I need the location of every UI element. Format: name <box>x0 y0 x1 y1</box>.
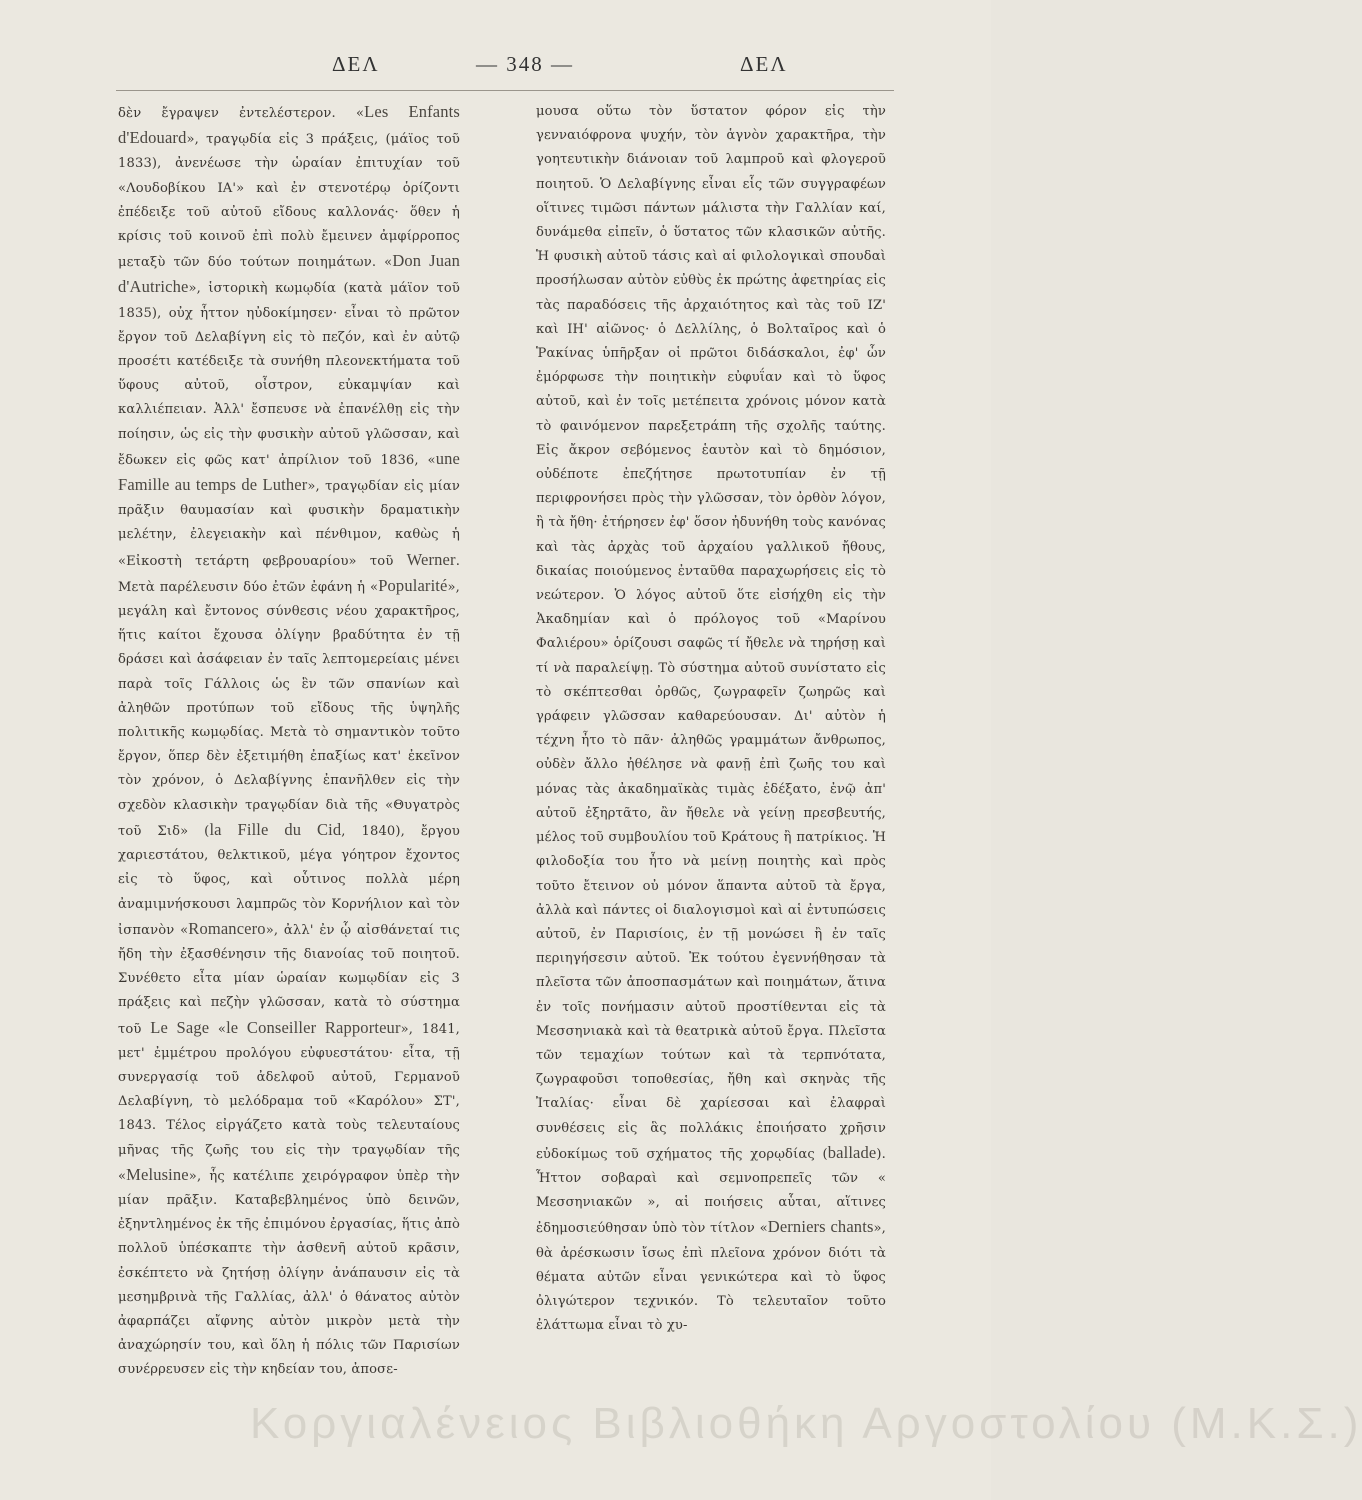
page-number: — 348 — <box>476 52 574 76</box>
latin-name: Le Sage <box>150 1017 210 1037</box>
header-left-title: ΔΕΛ <box>332 52 380 76</box>
latin-title: le Conseiller Rapporteur <box>226 1017 401 1037</box>
left-column <box>118 100 460 1383</box>
text-run: », ἀλλ' ἐν ᾧ αἰσθάνεταί τις ἤδη τὴν ἐξασθένησιν τῆς διανοίας τοῦ ποιητοῦ. Συνέθετο εἶτα μίαν ὡραίαν κωμῳδίαν εἰς 3 πράξεις καὶ πεζὴν γλῶσσαν, κατὰ τὸ σύστημα τοῦ <box>118 922 460 1037</box>
latin-title: Melusine <box>126 1164 189 1184</box>
header-rule <box>116 90 894 91</box>
latin-term: ballade <box>827 1142 877 1162</box>
latin-title: la Fille du Cid <box>209 819 342 839</box>
text-run: », τραγῳδίαν εἰς μίαν πρᾶξιν θαυμασίαν καὶ φυσικὴν δραματικὴν μελέτην, ἐλεγειακὴν καὶ πένθιμον, καθὼς ἡ «Εἰκοστὴ τετάρτη φεβρουαρίου» τοῦ <box>118 479 460 569</box>
text-run: ). Ἧττον σοβαραὶ καὶ σεμνοπρεπεῖς τῶν « Μεσσηνιακῶν », αἱ ποιήσεις αὗται, αἵτινες ἐδημοσιεύθησαν ὑπὸ τὸν τίτλον « <box>536 1146 886 1237</box>
text-run: », τραγῳδία εἰς 3 πράξεις, (μάϊος τοῦ 1833), ἀνενέωσε τὴν ὡραίαν ἐπιτυχίαν τοῦ «Λουδοβίκου ΙΑ'» καὶ ἐν στενοτέρῳ ὁρίζοντι ἐπέδειξε τοῦ αὐτοῦ εἴδους καλλονάς· ὅθεν ἡ κρίσις τοῦ κοινοῦ ἐπὶ πολὺ ἔμεινεν ἀμφίρροπος μεταξὺ τῶν δύο τούτων ποιημάτων. « <box>118 132 460 271</box>
right-column-text <box>536 100 886 1338</box>
text-run: », ἱστορικὴ κωμῳδία (κατὰ μάϊον τοῦ 1835), οὐχ ἧττον ηὐδοκίμησεν· εἶναι τὸ πρῶτον ἔργον τοῦ Δελαβίγνη εἰς τὸ πεζόν, καὶ ἐν αὐτῷ προσέτι κατέδειξε τὰ συνήθη πλεονεκτήματα τοῦ ὕφους αὐτοῦ, οἶστρον, εὐκαμψίαν καὶ καλλιέπειαν. Ἀλλ' ἔσπευσε νὰ ἐπανέλθῃ εἰς τὴν ποίησιν, ὡς εἰς τὴν φυσικὴν αὐτοῦ γλῶσσαν, καὶ ἔδωκεν εἰς φῶς κατ' ἀπρίλιον τοῦ 1836, « <box>118 281 460 468</box>
header-right-title: ΔΕΛ <box>740 52 788 76</box>
latin-title: Derniers chants <box>767 1217 874 1237</box>
latin-title: Romancero <box>188 918 266 938</box>
latin-title: Les Enfants d'Edouard <box>118 102 460 148</box>
running-header <box>104 52 894 88</box>
text-run: . Μετὰ παρέλευσιν δύο ἐτῶν ἐφάνη ἡ « <box>118 553 460 595</box>
latin-title: Don Juan d'Autriche <box>118 251 460 297</box>
text-run: », ἧς κατέλιπε χειρόγραφον ὑπὲρ τὴν μίαν πρᾶξιν. Καταβεβλημένος ὑπὸ δεινῶν, ἐξηντλημένος ἐκ τῆς ἐπιμόνου ἐργασίας, ἥτις ἀπὸ πολλοῦ ὑπέσκαπτε τὴν ἀσθενῆ αὐτοῦ κρᾶσιν, ἐσκέπτετο νὰ ζητήσῃ ὀλίγην ἀνάπαυσιν εἰς τὰ μεσημβρινὰ τῆς Γαλλίας, ἀλλ' ὁ θάνατος αὐτὸν ἀφαρπάζει αἴφνης αὐτὸν μικρὸν μετὰ τὴν ἀναχώρησίν του, καὶ ὅλη ἡ πόλις τῶν Παρισίων συνέρρευσεν εἰς τὴν κηδείαν του, ἀποσε- <box>118 1168 460 1378</box>
text-run: δὲν ἔγραψεν ἐντελέστερον. « <box>118 106 365 121</box>
text-run: , 1840), ἔργου χαριεστάτου, θελκτικοῦ, μέγα γόητρον ἔχοντος εἰς τὸ ὕφος, καὶ οὗτινος πολλὰ μέρη ἀναμιμνήσκουσι λαμπρῶς τὸν Κορνήλιον καὶ τὸν ἰσπανὸν « <box>118 823 461 938</box>
latin-title: une Famille au temps de Luther <box>118 448 460 495</box>
library-watermark: Κοργιαλένειος Βιβλιοθήκη Αργοστολίου (Μ.Κ.Σ.) <box>250 1399 1362 1448</box>
text-run: « <box>209 1021 227 1037</box>
text-run: », μεγάλη καὶ ἔντονος σύνθεσις νέου χαρακτῆρος, ἥτις καίτοι ἔχουσα ὀλίγην βραδύτητα ἐν τῇ δράσει καὶ ἀσάφειαν ἐν ταῖς λεπτομερείαις μένει παρὰ τοῖς Γάλλοις ὡς ἓν τῶν σπανίων καὶ ἀληθῶν προτύπων τοῦ εἴδους τῆς ὑψηλῆς πολιτικῆς κωμῳδίας. Μετὰ τὸ σημαντικὸν τοῦτο ἔργον, ὅπερ δὲν ἐξετιμήθη ἐπαξίως κατ' ἐκεῖνον τὸν χρόνον, ὁ Δελαβίγνης ἐπανῆλθεν εἰς τὴν σχεδὸν κλασικὴν τραγῳδίαν διὰ τῆς «Θυγατρὸς τοῦ Σιδ» ( <box>118 579 460 839</box>
right-column <box>536 100 886 1338</box>
left-column-text <box>118 100 460 1383</box>
latin-title: Popularité <box>378 575 448 595</box>
text-run: », 1841, μετ' ἐμμέτρου προλόγου εὐφυεστάτου· εἶτα, τῇ συνεργασίᾳ τοῦ ἀδελφοῦ αὐτοῦ, Γερμανοῦ Δελαβίγνη, τὸ μελόδραμα τοῦ «Καρόλου» ΣΤ', 1843. Τέλος εἰργάζετο κατὰ τοὺς τελευταίους μῆνας τῆς ζωῆς του εἰς τὴν τραγῳδίαν τῆς « <box>118 1021 460 1184</box>
text-run: », θὰ ἀρέσκωσιν ἴσως ἐπὶ πλεῖονα χρόνον διότι τὰ θέματα αὐτῶν εἶναι γενικώτερα καὶ τὸ ὕφος ὀλιγώτερον τεχνικόν. Τὸ τελευταῖον τοῦτο ἐλάττωμα εἶναι τὸ χυ- <box>536 1221 886 1334</box>
latin-name: Werner <box>406 549 456 569</box>
text-run: μουσα οὕτω τὸν ὕστατον φόρον εἰς τὴν γενναιόφρονα ψυχήν, τὸν ἁγνὸν χαρακτῆρα, τὴν γοητευτικὴν διάνοιαν τοῦ λαμπροῦ καὶ φλογεροῦ ποιητοῦ. Ὁ Δελαβίγνης εἶναι εἷς τῶν συγγραφέων οἵτινες τιμῶσι πάντων μάλιστα τὴν Γαλλίαν καί, δυνάμεθα εἰπεῖν, ὁ ὕστατος τῶν κλασικῶν αὐτῆς. Ἡ φυσικὴ αὐτοῦ τάσις καὶ αἱ φιλολογικαὶ σπουδαὶ προσήλωσαν αὐτὸν εὐθὺς ἐκ πρώτης ἀφετηρίας εἰς τὰς παραδόσεις τῆς ἀρχαιότητος καὶ τὰς τοῦ ΙΖ' καὶ ΙΗ' αἰῶνος· ὁ Δελλίλης, ὁ Βολταῖρος καὶ ὁ Ῥακίνας ὑπῆρξαν οἱ πρῶτοι διδάσκαλοι, ἐφ' ὧν ἐμόρφωσε τὴν ποιητικὴν εὐφυΐαν καὶ τὸ ὕφος αὐτοῦ, καὶ ἐν τοῖς μετέπειτα χρόνοις μόνον κατὰ τὸ φαινόμενον παρεξετράπη τῆς σχολῆς ταύτης. Εἰς ἄκρον σεβόμενος ἑαυτὸν καὶ τὸ δημόσιον, οὐδέποτε ἐπεζήτησε πρωτοτυπίαν ἐν τῇ περιφρονήσει πρὸς τὴν γλῶσσαν, τὸν ὀρθὸν λόγον, ἢ τὰ ἤθη· ἐτήρησεν ἐφ' ὅσον ἠδυνήθη τοὺς κανόνας καὶ τὰς ἀρχὰς τοῦ ἀρχαίου γαλλικοῦ ἤθους, δικαίας ποιούμενος ἐνταῦθα παραχωρήσεις εἰς τὸ νεώτερον. Ὁ λόγος αὐτοῦ ὅτε εἰσήχθη εἰς τὴν Ἀκαδημίαν καὶ ὁ πρόλογος τοῦ «Μαρίνου Φαλιέρου» ὁρίζουσι σαφῶς τί ἤθελε νὰ τηρήσῃ καὶ τί νὰ παραλείψῃ. Τὸ σύστημα αὐτοῦ συνίστατο εἰς τὸ σκέπτεσθαι ὀρθῶς, ζωγραφεῖν ζωηρῶς καὶ γράφειν γλῶσσαν καθαρεύουσαν. Δι' αὐτὸν ἡ τέχνη ἦτο τὸ πᾶν· ἀληθῶς γραμμάτων ἄνθρωπος, οὐδὲν ἄλλο ἠθέλησε νὰ φανῇ ἐπὶ ζωῆς του καὶ μόνας τὰς ἀκαδημαϊκὰς τιμὰς ἐδέξατο, ἐνῷ ἀπ' αὐτοῦ ἐξηρτᾶτο, ἂν ἤθελε νὰ γείνῃ πρεσβευτής, μέλος τοῦ συμβουλίου τοῦ Κράτους ἢ πατρίκιος. Ἡ φιλοδοξία του ἦτο νὰ μείνῃ ποιητὴς καὶ πρὸς τοῦτο ἔτεινον οὐ μόνον ἅπαντα αὐτοῦ τὰ ἔργα, ἀλλὰ καὶ πάντες οἱ διαλογισμοὶ καὶ αἱ ἐντυπώσεις αὐτοῦ, ἐν Παρισίοις, ἐν τῇ μονώσει ἢ ἐν ταῖς περιηγήσεσιν αὐτοῦ. Ἐκ τούτου ἐγεννήθησαν τὰ πλεῖστα τῶν ἀποσπασμάτων καὶ ποιημάτων, ἅτινα ἐν τοῖς πονήμασιν αὐτοῦ προστίθενται εἰς τὰ Μεσσηνιακὰ καὶ τὰ θεατρικὰ αὐτοῦ ἔργα. Πλεῖστα τῶν τεμαχίων τούτων καὶ τὰ τερπνότατα, ζωγραφοῦσι τοποθεσίας, ἤθη καὶ σκηνὰς τῆς Ἰταλίας· εἶναι δὲ χαρίεσσαι καὶ ἐλαφραὶ συνθέσεις εἰς ἃς πολλάκις ἐποιήσατο χρῆσιν εὐδοκίμως τοῦ σχήματος τῆς χορῳδίας ( <box>536 104 886 1162</box>
